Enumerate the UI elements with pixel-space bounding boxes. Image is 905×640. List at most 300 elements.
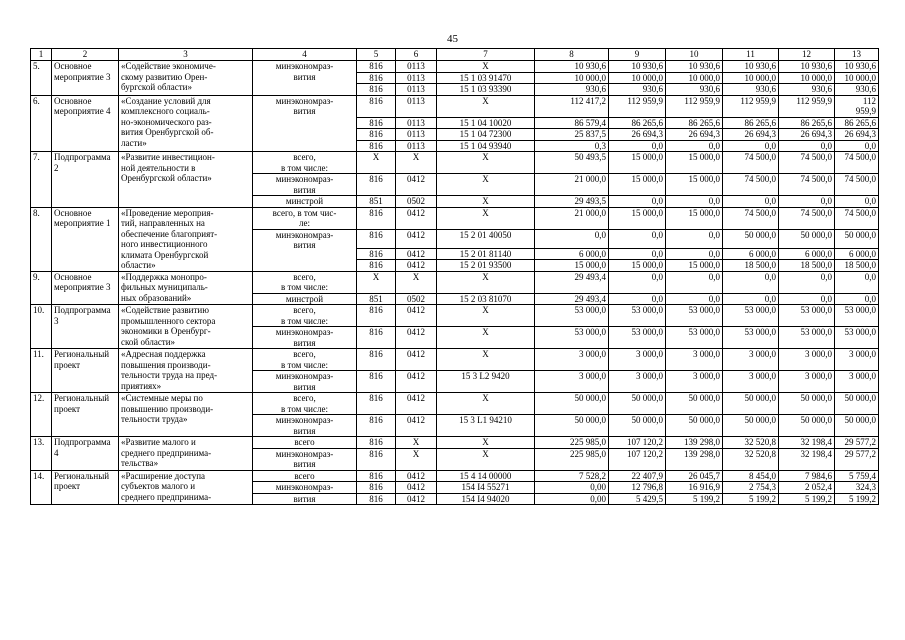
code-rzpr: 0502: [396, 293, 437, 305]
code-grbs: 816: [357, 470, 396, 482]
column-header: 13: [835, 49, 879, 61]
amount-cell: 74 500,0: [779, 207, 835, 229]
code-rzpr: 0502: [396, 196, 437, 208]
amount-cell: 7 984,6: [779, 470, 835, 482]
code-grbs: 816: [357, 493, 396, 505]
amount-cell: 8 454,0: [723, 470, 779, 482]
code-csr: X: [437, 305, 535, 327]
amount-cell: 0,3: [535, 140, 609, 152]
amount-cell: 0,0: [723, 196, 779, 208]
amount-cell: 930,6: [535, 84, 609, 96]
amount-cell: 18 500,0: [835, 260, 879, 272]
row-number: 8.: [31, 207, 52, 271]
row-number: 7.: [31, 152, 52, 208]
code-rzpr: 0412: [396, 371, 437, 393]
amount-cell: 10 930,6: [666, 61, 723, 73]
program-description: «Создание условий для комплексного социаль- но-экономического раз- вития Оренбургской об- ласти»: [119, 95, 253, 152]
amount-cell: 0,0: [609, 248, 666, 260]
page-number: 45: [447, 33, 458, 45]
amount-cell: 53 000,0: [779, 305, 835, 327]
code-rzpr: 0412: [396, 248, 437, 260]
column-header: 2: [52, 49, 119, 61]
column-header: 10: [666, 49, 723, 61]
executor: всего, в том числе:: [253, 349, 357, 371]
amount-cell: 10 000,0: [779, 72, 835, 84]
code-grbs: 816: [357, 448, 396, 470]
amount-cell: 225 985,0: [535, 437, 609, 449]
row-number: 13.: [31, 437, 52, 471]
amount-cell: 86 265,6: [609, 117, 666, 129]
code-grbs: 816: [357, 349, 396, 371]
amount-cell: 0,0: [835, 271, 879, 293]
code-rzpr: X: [396, 152, 437, 174]
amount-cell: 86 265,6: [723, 117, 779, 129]
row-number: 14.: [31, 470, 52, 505]
code-rzpr: 0113: [396, 140, 437, 152]
amount-cell: 3 000,0: [666, 371, 723, 393]
amount-cell: 15 000,0: [666, 152, 723, 174]
amount-cell: 2 052,4: [779, 482, 835, 494]
amount-cell: 12 796,8: [609, 482, 666, 494]
amount-cell: 3 000,0: [835, 371, 879, 393]
amount-cell: 139 298,0: [666, 437, 723, 449]
amount-cell: 7 528,2: [535, 470, 609, 482]
amount-cell: 50 000,0: [666, 415, 723, 437]
amount-cell: 50 000,0: [609, 393, 666, 415]
code-rzpr: 0412: [396, 415, 437, 437]
column-header: 5: [357, 49, 396, 61]
code-rzpr: 0113: [396, 117, 437, 129]
amount-cell: 29 577,2: [835, 448, 879, 470]
program-name: Подпрограмма 3: [52, 305, 119, 349]
amount-cell: 0,0: [666, 293, 723, 305]
amount-cell: 32 198,4: [779, 437, 835, 449]
amount-cell: 107 120,2: [609, 437, 666, 449]
amount-cell: 29 577,2: [835, 437, 879, 449]
code-rzpr: 0113: [396, 72, 437, 84]
amount-cell: 29 493,5: [535, 196, 609, 208]
amount-cell: 50 000,0: [666, 393, 723, 415]
amount-cell: 10 000,0: [609, 72, 666, 84]
amount-cell: 32 520,8: [723, 448, 779, 470]
amount-cell: 5 199,2: [835, 493, 879, 505]
executor: всего: [253, 470, 357, 482]
column-header: 8: [535, 49, 609, 61]
code-csr: 154 I4 94020: [437, 493, 535, 505]
amount-cell: 50 000,0: [535, 393, 609, 415]
amount-cell: 6 000,0: [535, 248, 609, 260]
code-csr: X: [437, 327, 535, 349]
budget-table: [30, 48, 879, 505]
amount-cell: 0,0: [666, 196, 723, 208]
amount-cell: 5 759,4: [835, 470, 879, 482]
code-csr: 15 1 04 93940: [437, 140, 535, 152]
amount-cell: 29 493,4: [535, 293, 609, 305]
amount-cell: 0,0: [666, 229, 723, 248]
amount-cell: 0,0: [666, 248, 723, 260]
amount-cell: 0,00: [535, 493, 609, 505]
amount-cell: 32 520,8: [723, 437, 779, 449]
code-rzpr: 0412: [396, 349, 437, 371]
column-header: 12: [779, 49, 835, 61]
amount-cell: 53 000,0: [535, 327, 609, 349]
amount-cell: 74 500,0: [835, 152, 879, 174]
amount-cell: 107 120,2: [609, 448, 666, 470]
table-row: [31, 95, 879, 117]
executor: всего, в том чис- ле:: [253, 207, 357, 229]
code-rzpr: 0412: [396, 482, 437, 494]
program-name: Подпрограмма 4: [52, 437, 119, 471]
code-grbs: 816: [357, 72, 396, 84]
amount-cell: 3 000,0: [779, 371, 835, 393]
program-description: «Содействие экономиче- скому развитию Орен- бургской области»: [119, 61, 253, 96]
amount-cell: 10 930,6: [535, 61, 609, 73]
column-header: 1: [31, 49, 52, 61]
amount-cell: 26 694,3: [723, 129, 779, 141]
executor: минэкономраз- вития: [253, 448, 357, 470]
program-description: «Развитие малого и среднего предпринима- тельства»: [119, 437, 253, 471]
amount-cell: 0,0: [609, 293, 666, 305]
executor: всего, в том числе:: [253, 305, 357, 327]
executor: минэкономраз- вития: [253, 95, 357, 152]
amount-cell: 0,0: [779, 293, 835, 305]
amount-cell: 3 000,0: [535, 371, 609, 393]
amount-cell: 112 959,9: [666, 95, 723, 117]
code-csr: 15 3 L2 9420: [437, 371, 535, 393]
code-rzpr: 0113: [396, 95, 437, 117]
amount-cell: 2 754,3: [723, 482, 779, 494]
amount-cell: 5 429,5: [609, 493, 666, 505]
executor: минэкономраз- вития: [253, 174, 357, 196]
amount-cell: 930,6: [666, 84, 723, 96]
amount-cell: 21 000,0: [535, 174, 609, 196]
program-description: «Расширение доступа субъектов малого и среднего предпринима-: [119, 470, 253, 505]
table-row: [31, 152, 879, 174]
executor: минэкономраз- вития: [253, 327, 357, 349]
amount-cell: 15 000,0: [535, 260, 609, 272]
executor: минстрой: [253, 293, 357, 305]
amount-cell: 53 000,0: [535, 305, 609, 327]
table-row: [31, 393, 879, 415]
amount-cell: 18 500,0: [723, 260, 779, 272]
amount-cell: 6 000,0: [723, 248, 779, 260]
amount-cell: 32 198,4: [779, 448, 835, 470]
amount-cell: 5 199,2: [723, 493, 779, 505]
amount-cell: 0,0: [723, 271, 779, 293]
amount-cell: 0,0: [535, 229, 609, 248]
column-header: 7: [437, 49, 535, 61]
code-csr: X: [437, 393, 535, 415]
amount-cell: 29 493,4: [535, 271, 609, 293]
executor: всего, в том числе:: [253, 393, 357, 415]
amount-cell: 0,0: [835, 293, 879, 305]
amount-cell: 74 500,0: [723, 174, 779, 196]
code-grbs: 816: [357, 437, 396, 449]
amount-cell: 74 500,0: [835, 174, 879, 196]
table-row: [31, 349, 879, 371]
amount-cell: 15 000,0: [666, 207, 723, 229]
amount-cell: 15 000,0: [666, 174, 723, 196]
code-grbs: 816: [357, 129, 396, 141]
amount-cell: 3 000,0: [723, 371, 779, 393]
amount-cell: 930,6: [835, 84, 879, 96]
amount-cell: 10 930,6: [835, 61, 879, 73]
code-rzpr: 0412: [396, 207, 437, 229]
amount-cell: 53 000,0: [609, 327, 666, 349]
table-row: [31, 207, 879, 229]
amount-cell: 18 500,0: [779, 260, 835, 272]
amount-cell: 15 000,0: [609, 152, 666, 174]
code-csr: 15 2 03 81070: [437, 293, 535, 305]
amount-cell: 53 000,0: [666, 327, 723, 349]
program-name: Региональный проект: [52, 349, 119, 393]
amount-cell: 50 000,0: [723, 415, 779, 437]
amount-cell: 53 000,0: [723, 327, 779, 349]
code-rzpr: 0412: [396, 305, 437, 327]
code-grbs: 816: [357, 84, 396, 96]
code-csr: X: [437, 61, 535, 73]
code-rzpr: 0412: [396, 260, 437, 272]
amount-cell: 10 930,6: [779, 61, 835, 73]
column-header: 9: [609, 49, 666, 61]
program-name: Основное мероприятие 3: [52, 61, 119, 96]
code-grbs: 816: [357, 117, 396, 129]
amount-cell: 10 930,6: [723, 61, 779, 73]
code-csr: X: [437, 349, 535, 371]
amount-cell: 5 199,2: [666, 493, 723, 505]
amount-cell: 112 959,9: [779, 95, 835, 117]
executor: минэкономраз-: [253, 482, 357, 494]
amount-cell: 10 000,0: [835, 72, 879, 84]
code-csr: 15 1 04 10020: [437, 117, 535, 129]
table-row: [31, 437, 879, 449]
amount-cell: 21 000,0: [535, 207, 609, 229]
code-grbs: 816: [357, 482, 396, 494]
amount-cell: 225 985,0: [535, 448, 609, 470]
program-name: Подпрограмма 2: [52, 152, 119, 208]
amount-cell: 0,0: [666, 271, 723, 293]
amount-cell: 15 000,0: [609, 260, 666, 272]
code-rzpr: 0113: [396, 84, 437, 96]
amount-cell: 86 579,4: [535, 117, 609, 129]
code-grbs: 816: [357, 229, 396, 248]
amount-cell: 6 000,0: [835, 248, 879, 260]
table-row: [31, 470, 879, 482]
code-grbs: 816: [357, 207, 396, 229]
code-rzpr: 0113: [396, 129, 437, 141]
code-csr: X: [437, 95, 535, 117]
amount-cell: 74 500,0: [723, 152, 779, 174]
amount-cell: 50 000,0: [835, 393, 879, 415]
code-rzpr: 0412: [396, 327, 437, 349]
code-csr: X: [437, 207, 535, 229]
executor: вития: [253, 493, 357, 505]
amount-cell: 3 000,0: [535, 349, 609, 371]
code-csr: X: [437, 196, 535, 208]
amount-cell: 50 000,0: [779, 229, 835, 248]
code-grbs: 816: [357, 305, 396, 327]
amount-cell: 50 000,0: [779, 393, 835, 415]
executor: минэкономраз- вития: [253, 61, 357, 96]
code-csr: X: [437, 174, 535, 196]
amount-cell: 10 000,0: [535, 72, 609, 84]
amount-cell: 15 000,0: [609, 174, 666, 196]
amount-cell: 22 407,9: [609, 470, 666, 482]
executor: всего, в том числе:: [253, 152, 357, 174]
amount-cell: 26 694,3: [835, 129, 879, 141]
program-description: «Адресная поддержка повышения производи- тельности труда на пред- приятиях»: [119, 349, 253, 393]
amount-cell: 3 000,0: [723, 349, 779, 371]
code-csr: 15 1 03 93390: [437, 84, 535, 96]
row-number: 12.: [31, 393, 52, 437]
code-grbs: 851: [357, 196, 396, 208]
amount-cell: 112 959,9: [723, 95, 779, 117]
code-csr: 15 2 01 40050: [437, 229, 535, 248]
code-grbs: 851: [357, 293, 396, 305]
executor: минэкономраз- вития: [253, 229, 357, 271]
code-csr: 15 3 L1 94210: [437, 415, 535, 437]
amount-cell: 3 000,0: [609, 349, 666, 371]
amount-cell: 86 265,6: [666, 117, 723, 129]
row-number: 9.: [31, 271, 52, 305]
code-rzpr: 0113: [396, 61, 437, 73]
executor: минстрой: [253, 196, 357, 208]
amount-cell: 50 000,0: [535, 415, 609, 437]
code-rzpr: 0412: [396, 393, 437, 415]
program-name: Региональный проект: [52, 470, 119, 505]
amount-cell: 53 000,0: [835, 305, 879, 327]
executor: всего, в том числе:: [253, 271, 357, 293]
amount-cell: 26 694,3: [666, 129, 723, 141]
amount-cell: 16 916,9: [666, 482, 723, 494]
code-csr: 15 1 04 72300: [437, 129, 535, 141]
amount-cell: 112 417,2: [535, 95, 609, 117]
executor: минэкономраз- вития: [253, 371, 357, 393]
amount-cell: 86 265,6: [835, 117, 879, 129]
code-grbs: 816: [357, 61, 396, 73]
program-name: Региональный проект: [52, 393, 119, 437]
code-rzpr: 0412: [396, 174, 437, 196]
row-number: 6.: [31, 95, 52, 152]
code-csr: 15 4 14 00000: [437, 470, 535, 482]
amount-cell: 3 000,0: [835, 349, 879, 371]
amount-cell: 86 265,6: [779, 117, 835, 129]
code-rzpr: 0412: [396, 229, 437, 248]
code-grbs: 816: [357, 327, 396, 349]
amount-cell: 53 000,0: [609, 305, 666, 327]
code-csr: 15 2 01 81140: [437, 248, 535, 260]
amount-cell: 0,0: [835, 140, 879, 152]
amount-cell: 0,0: [723, 293, 779, 305]
amount-cell: 74 500,0: [723, 207, 779, 229]
code-grbs: 816: [357, 248, 396, 260]
amount-cell: 10 930,6: [609, 61, 666, 73]
amount-cell: 0,0: [609, 196, 666, 208]
row-number: 5.: [31, 61, 52, 96]
column-header: 4: [253, 49, 357, 61]
amount-cell: 25 837,5: [535, 129, 609, 141]
amount-cell: 0,0: [779, 271, 835, 293]
amount-cell: 15 000,0: [609, 207, 666, 229]
code-grbs: 816: [357, 140, 396, 152]
amount-cell: 930,6: [723, 84, 779, 96]
code-grbs: 816: [357, 371, 396, 393]
amount-cell: 74 500,0: [835, 207, 879, 229]
code-rzpr: 0412: [396, 470, 437, 482]
amount-cell: 0,00: [535, 482, 609, 494]
amount-cell: 15 000,0: [666, 260, 723, 272]
program-description: «Развитие инвестицион- ной деятельности в Оренбургской области»: [119, 152, 253, 208]
program-description: «Поддержка монопро- фильных муниципаль- ных образований»: [119, 271, 253, 305]
code-csr: X: [437, 437, 535, 449]
amount-cell: 53 000,0: [723, 305, 779, 327]
table-row: [31, 61, 879, 73]
code-grbs: 816: [357, 415, 396, 437]
amount-cell: 50 000,0: [723, 393, 779, 415]
code-rzpr: X: [396, 437, 437, 449]
amount-cell: 112 959,9: [835, 95, 879, 117]
code-grbs: 816: [357, 260, 396, 272]
executor: минэкономраз- вития: [253, 415, 357, 437]
table-row: [31, 271, 879, 293]
amount-cell: 0,0: [779, 140, 835, 152]
program-description: «Системные меры по повышению производи- тельности труда»: [119, 393, 253, 437]
column-header: 11: [723, 49, 779, 61]
code-csr: X: [437, 152, 535, 174]
amount-cell: 5 199,2: [779, 493, 835, 505]
code-grbs: X: [357, 271, 396, 293]
amount-cell: 10 000,0: [666, 72, 723, 84]
amount-cell: 50 000,0: [723, 229, 779, 248]
code-csr: X: [437, 271, 535, 293]
code-csr: 154 I4 55271: [437, 482, 535, 494]
amount-cell: 930,6: [609, 84, 666, 96]
amount-cell: 3 000,0: [609, 371, 666, 393]
amount-cell: 26 694,3: [779, 129, 835, 141]
program-name: Основное мероприятие 1: [52, 207, 119, 271]
amount-cell: 26 045,7: [666, 470, 723, 482]
amount-cell: 0,0: [723, 140, 779, 152]
amount-cell: 0,0: [609, 140, 666, 152]
amount-cell: 50 000,0: [609, 415, 666, 437]
code-grbs: X: [357, 152, 396, 174]
amount-cell: 53 000,0: [779, 327, 835, 349]
code-rzpr: 0412: [396, 493, 437, 505]
amount-cell: 50 000,0: [835, 229, 879, 248]
amount-cell: 324,3: [835, 482, 879, 494]
amount-cell: 10 000,0: [723, 72, 779, 84]
code-grbs: 816: [357, 174, 396, 196]
code-csr: X: [437, 448, 535, 470]
code-grbs: 816: [357, 393, 396, 415]
program-description: «Содействие развитию промышленного сектора экономики в Оренбург- ской области»: [119, 305, 253, 349]
column-header: 6: [396, 49, 437, 61]
amount-cell: 3 000,0: [666, 349, 723, 371]
amount-cell: 53 000,0: [666, 305, 723, 327]
amount-cell: 0,0: [609, 229, 666, 248]
table-row: [31, 305, 879, 327]
row-number: 10.: [31, 305, 52, 349]
amount-cell: 0,0: [666, 140, 723, 152]
amount-cell: 50 493,5: [535, 152, 609, 174]
amount-cell: 53 000,0: [835, 327, 879, 349]
row-number: 11.: [31, 349, 52, 393]
code-csr: 15 1 03 91470: [437, 72, 535, 84]
code-csr: 15 2 01 93500: [437, 260, 535, 272]
amount-cell: 0,0: [835, 196, 879, 208]
code-rzpr: X: [396, 448, 437, 470]
header-row: [31, 49, 879, 61]
